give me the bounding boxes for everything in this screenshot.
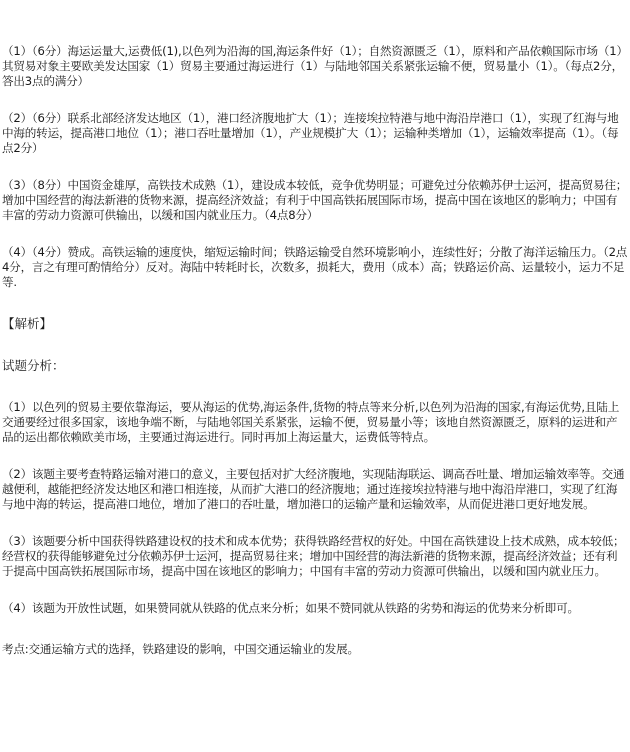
analysis-part-2: （2）该题主要考查特路运输对港口的意义，主要包括对扩大经济腹地，实现陆海联运、调高吞吐量、增加运输效率等。交通越便利，越能把经济发达地区和港口相连接，从而扩大港口的经济腹地；通过连接埃拉特港与地中海沿岸港口，实现了红海与地中海的转运，提高港口地位，增加了港口的吞吐量，增加港口的运输产量和运输效率，从而促进港口更好地发展。	[2, 467, 625, 511]
analysis-part-3: （3）该题要分析中国获得铁路建设权的技术和成本优势；获得铁路经营权的好处。中国在高铁建设上技术成熟，成本较低；经营权的获得能够避免过分依赖苏伊士运河，提高贸易往来；增加中国经营的海法新港的货物来源，提高经济效益；还有利于提高中国高铁拓展国际市场，提高中国在该地区的影响力；中国有丰富的劳动力资源可供输出，以缓和国内就业压力。	[2, 534, 625, 578]
analysis-label: 试题分析：	[2, 358, 65, 373]
analysis-part-1: （1）以色列的贸易主要依靠海运，要从海运的优势,海运条件,货物的特点等来分析,以色列为沿海的国家,有海运优势,且陆上交通要经过很多国家，该地争端不断，与陆地邻国关系紧张，运输不便，贸易量小等；该地自然资源匮乏，原料的运进和产品的运出都依赖欧美市场，主要通过海运进行。同时再加上海运量大，运费低等特点。	[2, 400, 620, 444]
answer-part-4: （4）（4分）赞成。高铁运输的速度快，缩短运输时间；铁路运输受自然环境影响小，连续性好；分散了海洋运输压力。（2点4分，言之有理可酌情给分）反对。海陆中转耗时长，次数多，损耗大，费用（成本）高；铁路运价高、运量较小，运力不足等.	[2, 245, 628, 289]
answer-part-3: （3）（8分）中国资金雄厚，高铁技术成熟（1），建设成本较低，竞争优势明显；可避免过分依赖苏伊士运河，提高贸易往；增加中国经营的海法新港的货物来源，提高经济效益；有利于中国高铁拓展国际市场，提高中国在该地区的影响力；中国有丰富的劳动力资源可供输出，以缓和国内就业压力。（4点8分）	[2, 178, 628, 222]
kaodian-line: 考点:交通运输方式的选择，铁路建设的影响，中国交通运输业的发展。	[2, 642, 359, 656]
jiexi-heading: 【解析】	[2, 316, 53, 331]
answer-part-1: （1）（6分）海运运量大,运费低(1),以色列为沿海的国,海运条件好（1）；自然资源匮乏（1），原料和产品依赖国际市场（1）其贸易对象主要欧美发达国家（1）贸易主要通过海运进行（1）与陆地邻国关系紧张运输不便，贸易量小（1）。（每点2分，答出3点的满分）	[2, 44, 628, 88]
answer-part-2: （2）（6分）联系北部经济发达地区（1），港口经济腹地扩大（1）；连接埃拉特港与地中海沿岸港口（1），实现了红海与地中海的转运，提高港口地位（1）；港口吞吐量增加（1），产业规模扩大（1）；运输种类增加（1），运输效率提高（1）。（每点2分）	[2, 111, 619, 155]
analysis-part-4: （4）该题为开放性试题，如果赞同就从铁路的优点来分析；如果不赞同就从铁路的劣势和海运的优势来分析即可。	[2, 601, 579, 615]
